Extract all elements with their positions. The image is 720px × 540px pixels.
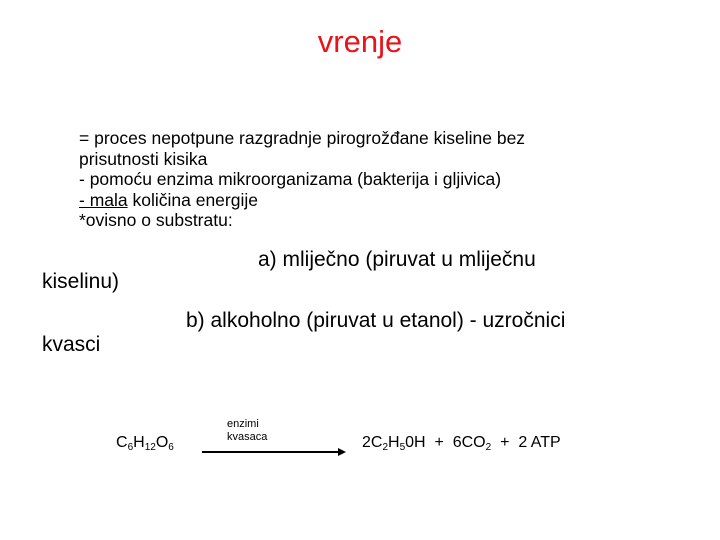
alcoholic-fermentation-cont: kvasci xyxy=(42,333,101,356)
definition-line-cont: prisutnosti kisika xyxy=(79,148,208,169)
arrow-label-enzymes: enzimi xyxy=(227,418,259,430)
reaction-arrow-icon xyxy=(202,447,346,457)
energy-underlined-text: - mala xyxy=(79,189,128,210)
lactic-fermentation-line: a) mliječno (piruvat u mliječnu xyxy=(258,248,536,271)
definition-block xyxy=(79,128,699,231)
products: $2C_2H_50H + 6CO_2 + 2$ ATP xyxy=(362,434,561,453)
arrow-label-yeast: kvasaca xyxy=(227,431,268,443)
energy-rest-text: količina energije xyxy=(127,189,258,210)
slide-title: vrenje xyxy=(317,24,403,59)
enzyme-line: - pomoću enzima mikroorganizama (bakterija i gljivica) xyxy=(79,169,502,189)
lactic-fermentation-cont: kiselinu) xyxy=(42,270,120,293)
energy-line xyxy=(79,190,699,211)
alcoholic-fermentation-line: b) alkoholno (piruvat u etanol) - uzročnici xyxy=(186,309,566,332)
substrate-line: *ovisno o substratu: xyxy=(79,210,233,230)
definition-line: = proces nepotpune razgradnje pirogrožđane kiseline bez xyxy=(79,128,526,148)
reactant-glucose: $C_6H_{12}O_6$ xyxy=(116,434,174,453)
